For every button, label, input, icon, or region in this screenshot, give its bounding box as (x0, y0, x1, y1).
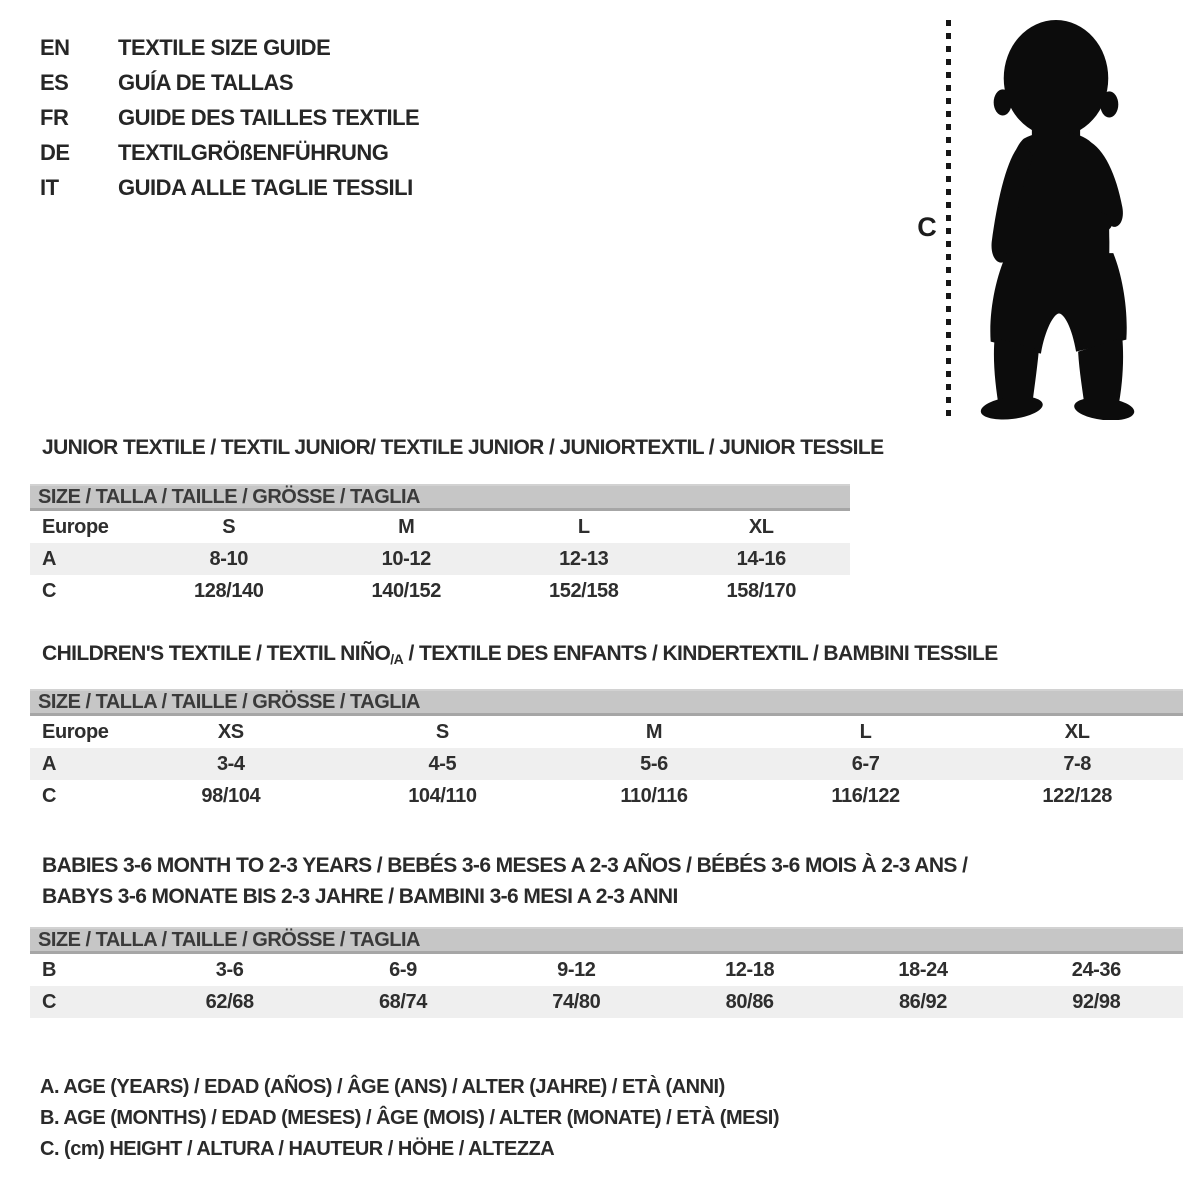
height-cell: 110/116 (620, 784, 688, 807)
row-label: C (42, 784, 57, 807)
age-cell: 7-8 (1063, 752, 1092, 775)
row-label: A (42, 752, 57, 775)
height-cell: 122/128 (1042, 784, 1112, 807)
size-cell: L (859, 720, 872, 743)
age-cell: 12-13 (559, 547, 609, 570)
size-cell: L (577, 515, 590, 538)
size-cell: S (435, 720, 449, 743)
height-measure-label: C (917, 212, 937, 242)
table-row (30, 511, 850, 543)
language-row-es (40, 65, 419, 100)
junior-size-table (30, 484, 850, 607)
row-label: B (42, 958, 57, 981)
size-cell: XL (1064, 720, 1090, 743)
size-header-row (30, 689, 1183, 716)
months-cell: 24-36 (1071, 958, 1121, 981)
guide-title: GUIDA ALLE TAGLIE TESSILI (118, 174, 413, 200)
guide-title: GUÍA DE TALLAS (118, 69, 294, 95)
language-code: EN (40, 34, 70, 60)
children-title-subscript: /A (390, 651, 404, 667)
children-title-pre: CHILDREN'S TEXTILE / TEXTIL NIÑO (42, 642, 391, 665)
row-label: C (42, 990, 57, 1013)
height-cell: 62/68 (205, 990, 254, 1013)
height-measure-dashed-line (946, 20, 951, 418)
legend-line-b: B. AGE (MONTHS) / EDAD (MESES) / ÂGE (MOIS) / ALTER (MONATE) / ETÀ (MESI) (40, 1107, 780, 1129)
language-code: ES (40, 69, 69, 95)
age-cell: 8-10 (209, 547, 248, 570)
age-cell: 3-4 (216, 752, 245, 775)
height-cell: 98/104 (201, 784, 261, 807)
table-row (30, 575, 850, 607)
language-code: IT (40, 174, 59, 200)
height-cell: 158/170 (726, 579, 796, 602)
table-row (30, 780, 1183, 812)
size-header-label: SIZE / TALLA / TAILLE / GRÖSSE / TAGLIA (38, 485, 420, 508)
height-cell: 80/86 (725, 990, 774, 1013)
table-row (30, 748, 1183, 780)
language-code: DE (40, 139, 70, 165)
size-cell: M (645, 720, 663, 743)
height-cell: 74/80 (552, 990, 601, 1013)
language-code: FR (40, 104, 69, 130)
legend-line-c: C. (cm) HEIGHT / ALTURA / HAUTEUR / HÖHE / ALTEZZA (40, 1138, 555, 1160)
table-row (30, 716, 1183, 748)
legend-line-a: A. AGE (YEARS) / EDAD (AÑOS) / ÂGE (ANS) / ALTER (JAHRE) / ETÀ (ANNI) (40, 1076, 725, 1098)
months-cell: 12-18 (725, 958, 775, 981)
language-row-de (40, 135, 419, 170)
language-row-it (40, 170, 419, 205)
junior-section-title: JUNIOR TEXTILE / TEXTIL JUNIOR/ TEXTILE JUNIOR / JUNIORTEXTIL / JUNIOR TESSILE (42, 436, 884, 459)
age-cell: 5-6 (640, 752, 668, 775)
height-cell: 68/74 (378, 990, 428, 1013)
row-label: Europe (42, 720, 109, 743)
size-header-label: SIZE / TALLA / TAILLE / GRÖSSE / TAGLIA (38, 928, 420, 951)
height-cell: 128/140 (194, 579, 264, 602)
age-cell: 6-7 (851, 752, 880, 775)
children-title-post: / TEXTILE DES ENFANTS / KINDERTEXTIL / BAMBINI TESSILE (403, 642, 998, 665)
children-section-title (42, 642, 998, 667)
children-size-table (30, 689, 1183, 812)
size-cell: M (398, 515, 415, 538)
months-cell: 9-12 (557, 958, 596, 981)
size-cell: XL (748, 515, 774, 538)
size-header-row (30, 927, 1183, 954)
size-cell: S (222, 515, 236, 538)
age-cell: 14-16 (736, 547, 786, 570)
babies-title-line1: BABIES 3-6 MONTH TO 2-3 YEARS / BEBÉS 3-6 MESES A 2-3 AÑOS / BÉBÉS 3-6 MOIS À 2-3 ANS / (42, 854, 968, 877)
guide-title: GUIDE DES TAILLES TEXTILE (118, 104, 420, 130)
babies-size-table (30, 927, 1183, 1018)
size-header-label: SIZE / TALLA / TAILLE / GRÖSSE / TAGLIA (38, 690, 420, 713)
size-header-row (30, 484, 850, 511)
height-cell: 116/122 (831, 784, 900, 807)
age-cell: 10-12 (381, 547, 431, 570)
babies-section-title (42, 850, 967, 912)
height-cell: 86/92 (898, 990, 947, 1013)
months-cell: 18-24 (898, 958, 948, 981)
row-label: A (42, 547, 57, 570)
legend (40, 1072, 779, 1165)
language-row-en (40, 30, 419, 65)
row-label: Europe (42, 515, 109, 538)
row-label: C (42, 579, 57, 602)
language-row-fr (40, 100, 419, 135)
table-row (30, 986, 1183, 1018)
guide-title: TEXTILE SIZE GUIDE (118, 34, 331, 60)
language-header (40, 30, 419, 205)
toddler-silhouette-icon (960, 16, 1156, 420)
age-cell: 4-5 (428, 752, 457, 775)
months-cell: 3-6 (215, 958, 244, 981)
height-cell: 104/110 (408, 784, 477, 807)
babies-title-line2: BABYS 3-6 MONATE BIS 2-3 JAHRE / BAMBINI 3-6 MESI A 2-3 ANNI (42, 885, 678, 908)
guide-title: TEXTILGRÖßENFÜHRUNG (118, 139, 389, 165)
table-row (30, 543, 850, 575)
height-cell: 140/152 (371, 579, 441, 602)
months-cell: 6-9 (389, 958, 417, 981)
height-cell: 152/158 (549, 579, 619, 602)
table-row (30, 954, 1183, 986)
size-cell: XS (217, 720, 244, 743)
height-cell: 92/98 (1072, 990, 1121, 1013)
